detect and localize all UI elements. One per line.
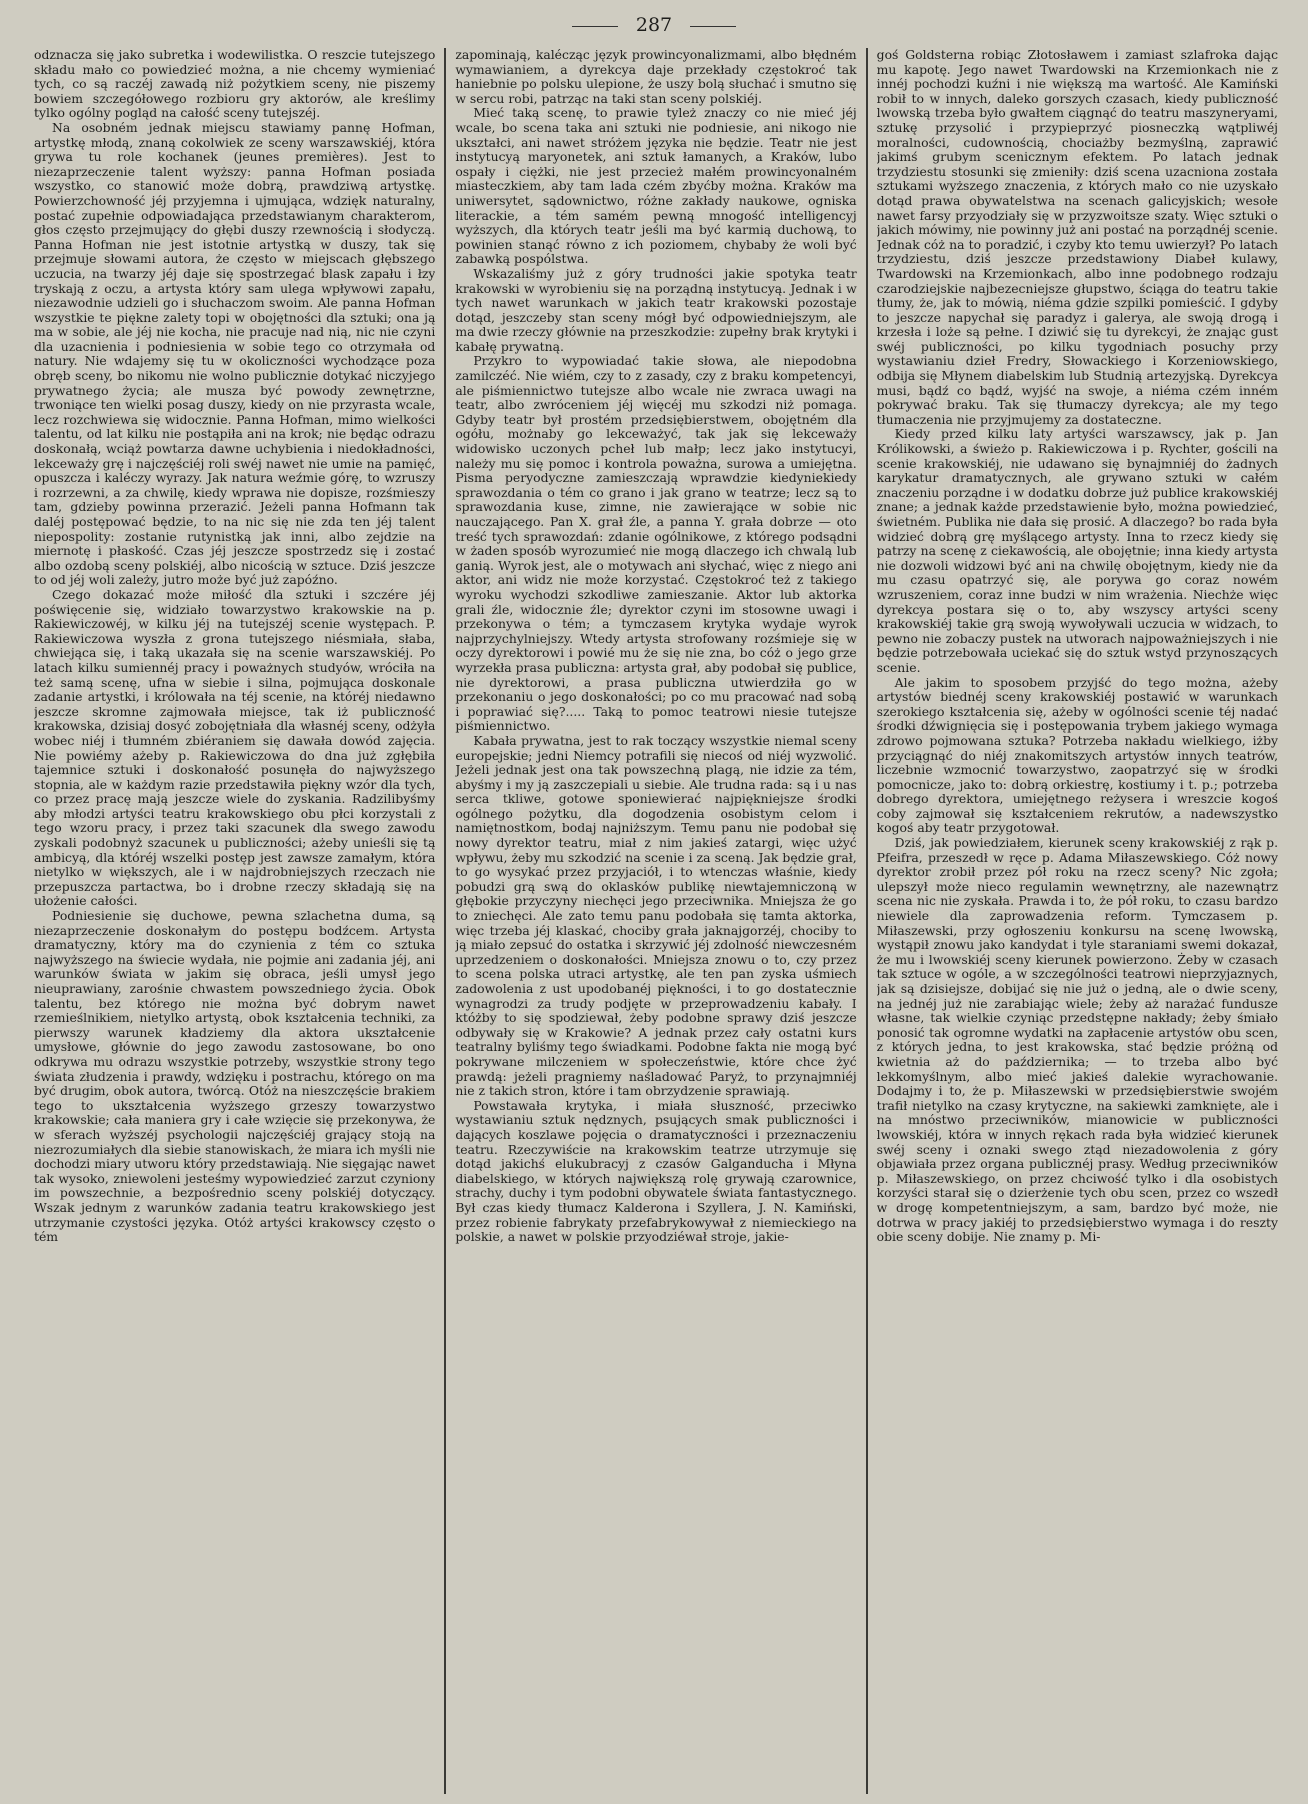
column-divider <box>444 48 446 1794</box>
paragraph: Przykro to wypowiadać takie słowa, ale niepodobna zamilczéć. Nie wiém, czy to z zasady, czy z braku kompetencyi, ale piśmiennictwo tutejsze albo wcale nie zwraca uwagi na teatr, albo zwróceniem jéj więcéj mu szkodzi niż pomaga. Gdyby teatr był prostém przedsiębierstwem, obojętném dla ogółu, możnaby go lekceważyć, tak jak się lekceważy widowisko uczonych pcheł lub małp; lecz jako instytucyi, należy mu się pomoc i kontrola poważna, surowa a umiejętna. Pisma peryodyczne zamieszczają wprawdzie kiedyniekiedy sprawozdania o tém co grano i jak grano w teatrze; lecz są to sprawozdania kuse, zimne, nie zawierające w sobie nic nauczającego. Pan X. grał źle, a panna Y. grała dobrze — oto treść tych sprawozdań: zdanie ogólnikowe, z którego podsądni w żaden sposób wyrozumieć nie mogą dlaczego ich chwalą lub ganią. Wyrok jest, ale o motywach ani słychać, więc z niego ani aktor, ani widz nie może korzystać. Częstokroć też z takiego wyroku wychodzi szkodliwe zamieszanie. Aktor lub aktorka grali źle, widocznie źle; dyrektor czyni im stosowne uwagi i przekonywa o tém; a tymczasem krytyka wydaje wyrok najprzychylniejszy. Wtedy artysta strofowany rozśmieje się w oczy dyrektorowi i powié mu że się nie zna, bo cóż o jego grze wyrzekła prasa publiczna: artysta grał, aby podobał się publice, nie dyrektorowi, a prasa publiczna utwierdziła go w przekonaniu o jego doskonałości; po co mu pracować nad sobą i poprawiać się?..... Taką to pomoc teatrowi niesie tutejsze piśmiennictwo. <box>455 353 857 734</box>
column-1 <box>34 48 435 1794</box>
paragraph: goś Goldsterna robiąc Złotosławem i zamiast szlafroka dając mu kapotę. Jego nawet Twardowski na Krzemionkach nie z innéj pochodzi kuźni i nie większą ma wartość. Ale Kamiński robił to w innych, daleko gorszych czasach, kiedy publiczność lwowską trzeba było gwałtem ciągnąć do teatru maszyneryami, sztukę przysolić i przypieprzyć piosneczką wątpliwéj moralności, cudownością, chociażby bezmyślną, zaprawić jakimś grubym scenicznym efektem. Po latach jednak trzydziestu stosunki się zmieniły: dziś scena uzacniona została sztukami wyższego znaczenia, z których mało co nie uzyskało dotąd prawa obywatelstwa na scenach galicyjskich; wesołe nawet farsy przyodziały się w przyzwoitsze szaty. Więc sztuki o jakich mówimy, nie powinny już ani postać na porządnéj scenie. Jednak cóż na to poradzić, i czyby kto temu uwierzył? Po latach trzydziestu, dziś jeszcze przedstawiony Diabeł kulawy, Twardowski na Krzemionkach, albo inne podobnego rodzaju czarodziejskie najbezecniejsze głupstwo, ściąga do teatru takie tłumy, że, jak to mówią, niéma gdzie szpilki pomieścić. I gdyby to jeszcze napychał się paradyz i galerya, ale swoją drogą i krzesła i loże są pełne. I dziwić się tu dyrekcyi, że znając gust swéj publiczności, po kilku tygodniach posuchy przy wystawianiu dzieł Fredry, Słowackiego i Korzeniowskiego, odbija się Młynem diabelskim lub Studnią artezyjską. Dyrekcya musi, bądź co bądź, wyjść na swoje, a niéma czém inném pokrywać braku. Tak się tłumaczy dyrekcya; ale my tego tłumaczenia nie przyjmujemy za dostateczne. <box>876 48 1279 427</box>
column-divider <box>866 48 868 1794</box>
paragraph: odznacza się jako subretka i wodewilistka. O reszcie tutejszego składu mało co powiedzieć można, a nie chcemy wymieniać tych, co są raczéj zawadą niż pożytkiem sceny, nie piszemy bowiem szczegółowego rozbioru gry aktorów, ale kreślimy tylko ogólny pogląd na całość sceny tutejszéj. <box>34 48 436 121</box>
paragraph: Dziś, jak powiedziałem, kierunek sceny krakowskiéj z rąk p. Pfeifra, przeszedł w ręce p. Adama Miłaszewskiego. Cóż nowy dyrektor zrobił przez pół roku na rzecz sceny? Nic zgoła; ulepszył może nieco regulamin wewnętrzny, ale nazewnątrz scena nic nie zyskała. Prawda i to, że pół roku, to czasu bardzo niewiele dla zaprowadzenia reform. Tymczasem p. Miłaszewski, przy ogłoszeniu konkursu na scenę lwowską, wystąpił znowu jako kandydat i tyle staraniami swemi dokazał, że mu i lwowskiéj sceny kierunek powierzono. Żeby w czasach tak sztuce w ogóle, a w szczególności teatrowi nieprzyjaznych, jak są dzisiejsze, dobijać się nie już o jedną, ale o dwie sceny, na jednéj już nie zarabiając wiele; żeby aż narażać fundusze własne, tak wielkie czyniąc przedstępne nakłady; żeby śmiało ponosić tak ogromne wydatki na zapłacenie artystów obu scen, z których jedna, to jest krakowska, stać będzie próżną od kwietnia aż do października; — to trzeba albo być lekkomyślnym, albo mieć jakieś dalekie wyrachowanie. Dodajmy i to, że p. Miłaszewski w przedsiębierstwie swojém trafił nietylko na czasy krytyczne, na sakiewki zamknięte, ale i na mnóstwo przeciwników, mianowicie w publiczności lwowskiéj, która w innych rękach rada była widzieć kierunek swéj sceny i oznaki swego ztąd niezadowolenia z góry objawiała przez organa publicznéj prasy. Według przeciwników p. Miłaszewskiego, on przez chciwość tylko i dla osobistych korzyści starał się o dzierżenie tych obu scen, przez co wszedł w drogę kompetentniejszym, a sam, bardzo być może, nie dotrwa w pracy jakiéj to przedsiębierstwo wymaga i do reszty obie sceny dobije. Nie znamy p. Mi- <box>876 835 1279 1245</box>
paragraph: Powstawała krytyka, i miała słuszność, przeciwko wystawianiu sztuk nędznych, psujących smak publiczności i dających koszlawe pojęcia o dramatyczności i przeznaczeniu teatru. Rzeczywiście na krakowskim teatrze utrzymuje się dotąd jakichś elukubracyj z czasów Galganducha i Młyna diabelskiego, w których największą rolę grywają czarownice, strachy, duchy i tym podobni obywatele świata fantastycznego. Był czas kiedy tłumacz Kalderona i Szyllera, J. N. Kamiński, przez robienie fabrykaty przefabrykowywał z niemieckiego na polskie, a nawet w polskie przyodziéwał stroje, jakie- <box>455 1097 857 1245</box>
header-rule-left <box>572 26 618 27</box>
paragraph: Na osobném jednak miejscu stawiamy pannę Hofman, artystkę młodą, znaną cokolwiek ze sceny warszawskiéj, która grywa tu role kochanek (jeunes premières). Jest to niezaprzeczenie talent wyższy: panna Hofman posiada wszystko, co stanowić może dobrą, prawdziwą artystkę. Powierzchowność jéj przyjemna i ujmująca, wdzięk naturalny, postać zupełnie odpowiadająca przedstawianym charakterom, głos często przejmujący do głębi duszy rzewnością i słodyczą. Panna Hofman nie jest istotnie artystką w duszy, tak się przejmuje słowami autora, że często w miejscach głębszego uczucia, na twarzy jéj daje się spostrzegać blask zapału i łzy tryskają z oczu, a artysta który sam ulega wpływowi zapału, niezawodnie udzieli go i słuchaczom swoim. Ale panna Hofman wszystkie te piękne zalety topi w obojętności dla sztuki; ona ją ma w sobie, ale jéj nie kocha, nie pracuje nad nią, nic nie czyni dla uzacnienia i podniesienia w sobie tego co otrzymała od natury. Nie wdajemy się tu w okoliczności wychodzące poza obręb sceny, bo nikomu nie wolno publicznie dotykać niczyjego prywatnego życia; ale musza być powody zewnętrzne, trwoniące ten wielki posag duszy, kiedy on nie przyrasta wcale, lecz rozchwiewa się widocznie. Panna Hofman, mimo wielkości talentu, od lat kilku nie postąpiła ani na krok; nie będąc odrazu doskonałą, wciąż powtarza dawne uchybienia i niedokładności, lekceważy grę i najczęściéj roli swéj nawet nie umie na pamięć, opuszcza i kaléczy wyrazy. Jak natura weźmie górę, to wzruszy i rozrzewni, a za chwilę, kiedy wprawa nie dopisze, rozśmieszy tam, gdzieby powinna przerazić. Jeżeli panna Hofmann tak daléj postępować będzie, to na nic się nie zda ten jéj talent niepospolity: zostanie rutynistką jak inni, albo zejdzie na miernotę i płaskość. Czas jéj jeszcze spostrzedz się i zostać albo ozdobą sceny polskiéj, albo nicością w sztuce. Dziś jeszcze to od jéj woli zależy, jutro może być już zapóźno. <box>34 119 436 588</box>
paragraph: Podniesienie się duchowe, pewna szlachetna duma, są niezaprzeczenie doskonałym do postępu bodźcem. Artysta dramatyczny, który ma do czynienia z tém co sztuka najwyższego na świecie wydała, nie pojmie ani zadania jéj, ani warunków świata w jakim się obraca, jeśli umysł jego nieuprawiany, zarośnie chwastem powszedniego życia. Obok talentu, bez którego nie można być dobrym nawet rzemieślnikiem, nietylko artystą, obok kształcenia techniki, za pierwszy warunek kładziemy dla aktora ukształcenie umysłowe, głównie do jego zawodu zastosowane, bo ono odkrywa mu odrazu wszystkie potrzeby, wszystkie strony tego świata złudzenia i prawdy, wdzięku i postrachu, którego on ma być drugim, obok autora, twórcą. Otóż na nieszczęście brakiem tego to ukształcenia wyższego grzeszy towarzystwo krakowskie; cała maniera gry i całe wzięcie się przekonywa, że w sferach wyższéj psychologii najczęściéj grający stoją na niezrozumiałych dla siebie stanowiskach, że miara ich myśli nie dochodzi miary utworu który przedstawiają. Nie sięgając nawet tak wysoko, zniewoleni jesteśmy wypowiedzieć zarzut czyniony im powszechnie, a bezpośrednio sceny polskiéj dotyczący. Wszak jednym z warunków zadania teatru krakowskiego jest utrzymanie czystości języka. Otóż artyści krakowscy często o tém <box>34 908 436 1245</box>
paragraph: Ale jakim to sposobem przyjść do tego można, ażeby artystów biednéj sceny krakowskiéj postawić w warunkach szerokiego kształcenia się, ażeby w ogólności scenie téj nadać środki dźwignięcia się i postępowania trybem jakiego wymaga zdrowo pojmowana sztuka? Potrzeba nakładu wielkiego, iżby przyciągnąć do niéj znakomitszych artystów innych teatrów, liczebnie wzmocnić towarzystwo, zaopatrzyć się w środki pomocnicze, jako to: dobrą orkiestrę, kostiumy i t. p.; potrzeba dobrego dyrektora, umiejętnego reżysera i wreszcie kogoś coby zajmował się kształceniem rekrutów, a nadewszystko kogoś aby teatr przygotował. <box>876 674 1279 836</box>
page-number: 287 <box>635 14 673 36</box>
column-3 <box>877 48 1278 1794</box>
paragraph: zapominają, kalécząc język prowincyonalizmami, albo błędném wymawianiem, a dyrekcya daje przekłady częstokroć tak haniebnie po polsku ulepione, że uszy bolą słuchać i smutno się w sercu robi, patrząc na taki stan sceny polskiéj. <box>455 48 857 106</box>
page-header <box>0 14 1308 36</box>
header-rule-right <box>690 26 736 27</box>
column-2 <box>455 48 856 1794</box>
text-columns <box>34 48 1278 1794</box>
paragraph: Wskazaliśmy już z góry trudności jakie spotyka teatr krakowski w wyrobieniu się na porządną instytucyą. Jednak i w tych nawet warunkach w jakich teatr krakowski pozostaje dotąd, jeszczeby stan sceny mógł być odpowiedniejszym, ale ma dwie rzeczy głównie na przeszkodzie: zupełny brak krytyki i kabałę prywatną. <box>455 265 857 354</box>
paragraph: Kabała prywatna, jest to rak toczący wszystkie niemal sceny europejskie; jedni Niemcy potrafili się niecoś od niéj wyzwolić. Jeżeli jednak jest ona tak powszechną plagą, nie idzie za tém, abyśmy i my ją zaszczepiali u siebie. Ale trudna rada: są i u nas serca tkliwe, gotowe sponiewierać najpiękniejsze środki ogólnego pożytku, dla dogodzenia osobistym celom i namiętnostkom, bodaj najniższym. Temu panu nie podobał się nowy dyrektor teatru, miał z nim jakieś zatargi, więc użyć wpływu, żeby mu szkodzić na scenie i za sceną. Jak będzie grał, to go wysykać przez przyjaciół, i to wtenczas właśnie, kiedy pobudzi grą swą do oklasków publikę niewtajemniczoną w głębokie przyczyny niechęci jego przeciwnika. Mniejsza że go to zniechęci. Ale zato temu panu podobała się tamta aktorka, więc trzeba jéj klaskać, chociby grała jaknajgorzéj, chociby to ją miało zepsuć do ostatka i skrzywić jéj zdolność niewczesném uprzedzeniem o doskonałości. Mniejsza znowu o to, czy przez to scena polska utraci artystkę, ale ten pan zyska uśmiech zadowolenia z ust upodobanéj piękności, i to go dostatecznie wynagrodzi za trudy podjęte w przeprowadzeniu kabały. I któżby to się spodziewał, żeby podobne sprawy dziś jeszcze odbywały się w Krakowie? A jednak przez cały ostatni kurs teatralny byliśmy tego świadkami. Podobne fakta nie mogą być pokrywane milczeniem w społeczeństwie, które chce żyć prawdą: jeżeli pragniemy naśladować Paryż, to przynajmniéj nie z takich stron, które i tam obrzydzenie sprawiają. <box>455 732 857 1099</box>
paragraph: Mieć taką scenę, to prawie tyleż znaczy co nie mieć jéj wcale, bo scena taka ani sztuki nie podniesie, ani nikogo nie ukształci, ani nawet stróżem języka nie będzie. Teatr nie jest instytucyą maryonetek, ani sztuk łamanych, a Kraków, lubo ospały i ciężki, nie jest przecież małém prowincyonalném miasteczkiem, aby tam lada czém zbyćby można. Kraków ma uniwersytet, sądownictwo, różne zakłady naukowe, ogniska literackie, a tém samém pewną mnogość intelligencyj wyższych, dla których teatr jeśli ma być karmią duchową, to powinien stanąć równo z ich poziomem, chybaby że woli być zabawką pospólstwa. <box>455 105 857 267</box>
paragraph: Kiedy przed kilku laty artyści warszawscy, jak p. Jan Królikowski, a świeżo p. Rakiewiczowa i p. Rychter, gościli na scenie krakowskiéj, nie udawano się bynajmniéj do żadnych karykatur dramatycznych, ale grywano sztuki w całém znaczeniu porządne i w dodatku dobrze już publice krakowskiéj znane; a jednak każde przedstawienie było, można powiedzieć, świetném. Publika nie dała się prosić. A dlaczego? bo rada była widzieć dobrą grę myślącego artysty. Inna to rzecz kiedy się patrzy na scenę z ciekawością, ale obojętnie; inna kiedy artysta nie dozwoli widzowi być ani na chwilę obojętnym, kiedy nie da mu czasu opatrzyć się, ale porywa go coraz nowém wzruszeniem, coraz inne budzi w nim wrażenia. Niechże więc dyrekcya postara się o to, aby wszyscy artyści sceny krakowskiéj takie grą swoją wywoływali uczucia w widzach, to pewno nie zobaczy pustek na utworach najpoważniejszych i nie będzie potrzebowała uciekać się do sztuk wstyd przynoszących scenie. <box>876 426 1279 675</box>
paragraph: Czego dokazać może miłość dla sztuki i szczére jéj poświęcenie się, widziało towarzystwo krakowskie na p. Rakiewiczowéj, w kilku jéj na tutejszéj scenie występach. P. Rakiewiczowa wyszła z grona tutejszego niésmiała, słaba, chwiejąca się, i taką ukazała się na scenie warszawskiéj. Po latach kilku sumiennéj pracy i poważnych studyów, wróciła na też samą scenę, ufna w siebie i silna, pojmująca doskonale zadanie artystki, i królowała na téj scenie, na któréj niedawno jeszcze skromne zajmowała miejsce, tak iż publiczność krakowska, dzisiaj dosyć zobojętniała dla własnéj sceny, odżyła wobec niéj i tłumném zbiéraniem się dawała dowód zajęcia. Nie powiémy ażeby p. Rakiewiczowa do dna już zgłębiła tajemnice sztuki i doskonałość posunęła do najwyższego stopnia, ale w każdym razie przedstawiła piękny wzór dla tych, co przez pracę mają jeszcze wiele do zyskania. Radzilibyśmy aby młodzi artyści teatru krakowskiego obu płci korzystali z tego wzoru pracy, i przez taki szacunek dla swego zawodu zyskali podobnyż szacunek u publiczności; ażeby unieśli się tą ambicyą, dla któréj wszelki postęp jest zawsze zamałym, która nietylko w większych, ale i w najdrobniejszych rzeczach nie przepuszcza partactwa, bo i drobne rzeczy składają się na ułożenie całości. <box>34 586 436 909</box>
